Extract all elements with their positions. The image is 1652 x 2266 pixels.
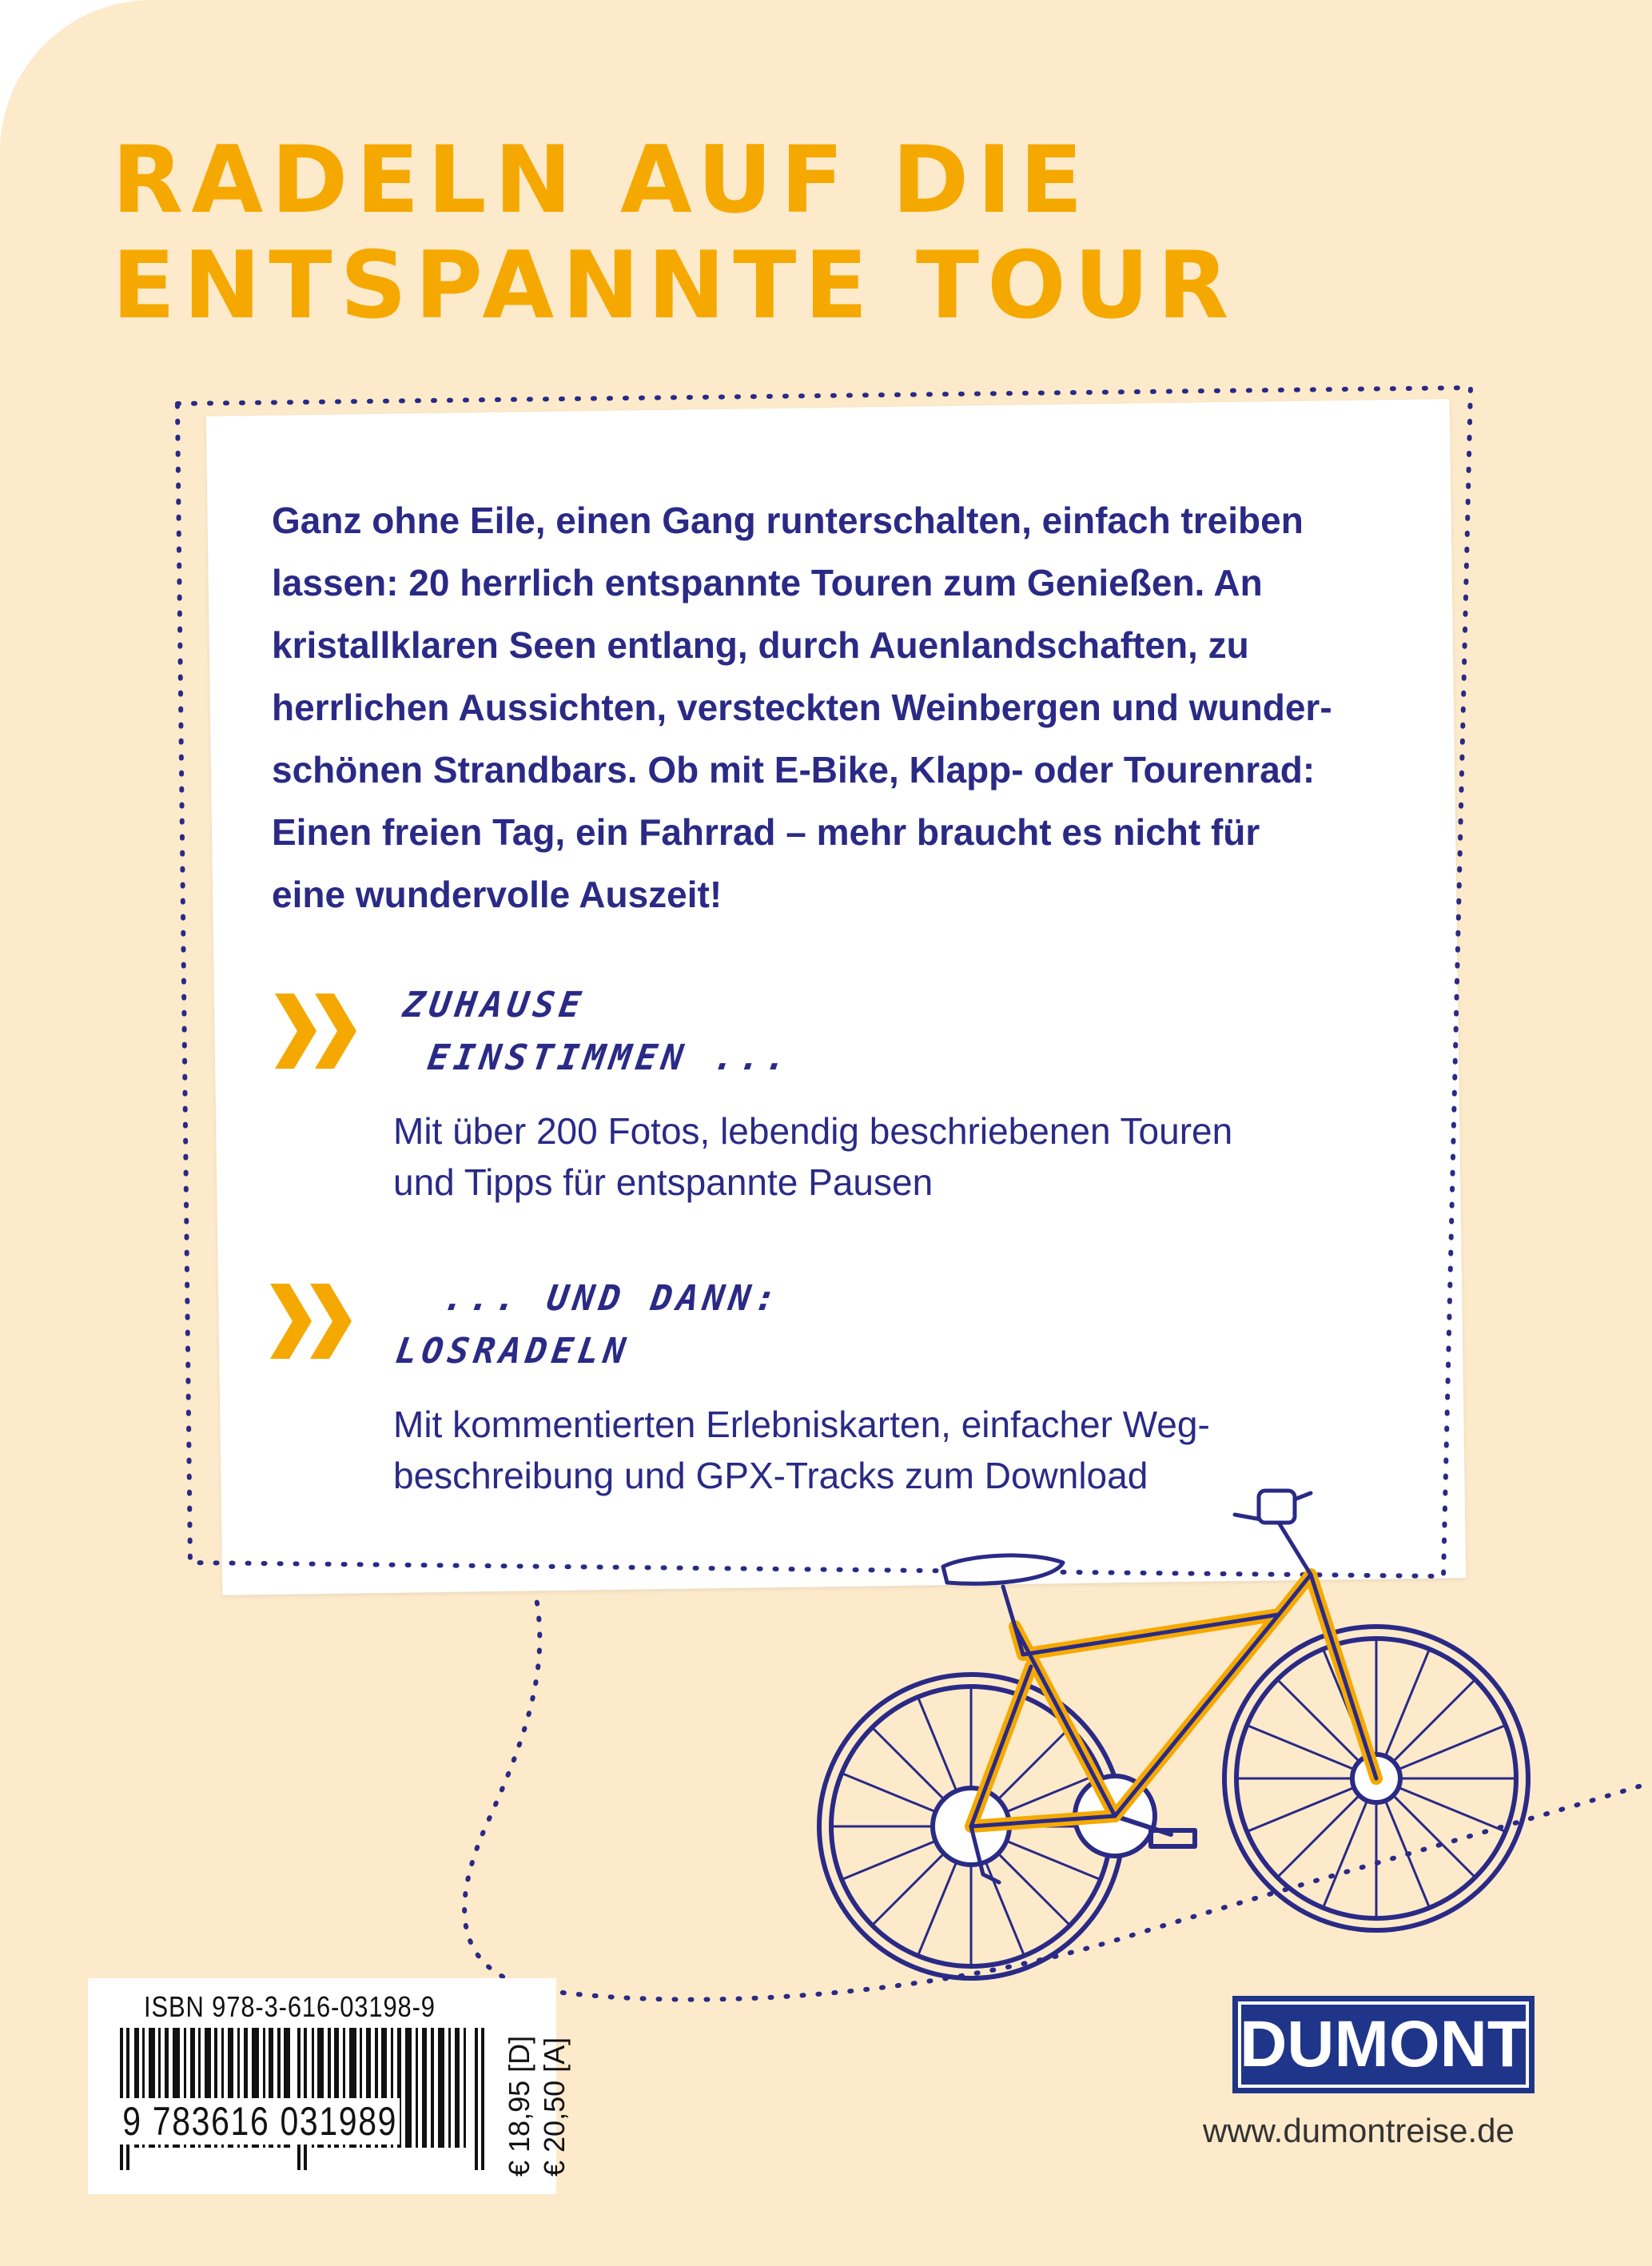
feature-text-line: und Tipps für entspannte Pausen xyxy=(393,1161,933,1203)
feature-text-line: beschreibung und GPX-Tracks zum Download xyxy=(393,1455,1148,1496)
price-labels xyxy=(502,2036,572,2176)
intro-line: Ganz ohne Eile, einen Gang runterschalten, einfach treiben xyxy=(272,500,1304,541)
price-at: € 20,50 [A] xyxy=(538,2037,571,2176)
bike-light xyxy=(1259,1491,1295,1523)
intro-line: herrlichen Aussichten, versteckten Weinbergen und wunder- xyxy=(272,687,1332,728)
title-line-1: RADELN AUF DIE xyxy=(112,126,1091,234)
feature-text-line: Mit über 200 Fotos, lebendig beschriebenen Touren xyxy=(393,1110,1233,1152)
price-de: € 18,95 [D] xyxy=(503,2035,535,2176)
barcode-panel xyxy=(88,1978,571,2194)
isbn-label: ISBN 978-3-616-03198-9 xyxy=(144,1990,436,2023)
publisher-url[interactable]: www.dumontreise.de xyxy=(1203,2112,1515,2149)
logo-text: DUMONT xyxy=(1238,2001,1529,2088)
barcode-number: 9 783616 031989 xyxy=(120,2098,400,2145)
dumont-logo xyxy=(1232,1996,1535,2093)
bike-saddle xyxy=(943,1555,1063,1583)
intro-line: schönen Strandbars. Ob mit E-Bike, Klapp- oder Tourenrad: xyxy=(272,749,1316,791)
intro-line: Einen freien Tag, ein Fahrrad – mehr braucht es nicht für xyxy=(272,811,1260,853)
intro-line: lassen: 20 herrlich entspannte Touren zum Genießen. An xyxy=(272,562,1263,603)
title-line-2: ENTSPANNTE TOUR xyxy=(112,232,1237,340)
feature-text-line: Mit kommentierten Erlebniskarten, einfacher Weg- xyxy=(393,1404,1210,1445)
intro-line: eine wundervolle Auszeit! xyxy=(272,874,723,915)
intro-line: kristallklaren Seen entlang, durch Auenlandschaften, zu xyxy=(272,624,1249,666)
feature-heading-line: LOSRADELN xyxy=(392,1331,633,1372)
feature-heading-line: ZUHAUSE xyxy=(400,985,588,1025)
feature-heading-line: EINSTIMMEN ... xyxy=(424,1037,794,1078)
feature-heading-line: ... UND DANN: xyxy=(440,1278,784,1319)
